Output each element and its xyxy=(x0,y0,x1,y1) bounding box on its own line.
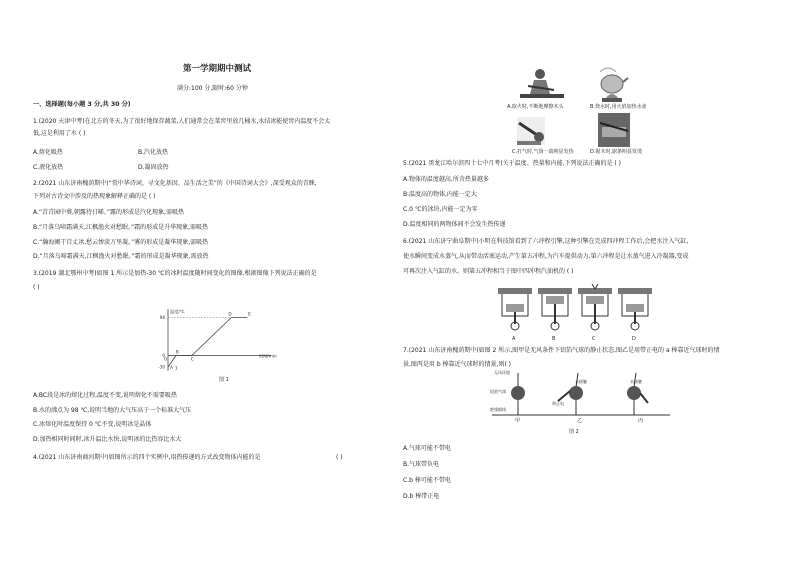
y-tick-label: 98 xyxy=(159,315,165,321)
q1-option-a: A.熔化吸热 xyxy=(33,149,63,156)
y-tick-label: 0 xyxy=(162,352,165,358)
q7-option-b: B.气球带负电 xyxy=(403,461,440,468)
q5-option-c: C.0 ℃的冰块,内能一定为零 xyxy=(403,206,478,213)
q6-label-b: B xyxy=(552,336,556,342)
q2-option-b: B.“月落乌啼霜满天,江枫渔火对愁眠。”霜的形成是升华现象,需吸热 xyxy=(33,224,209,231)
q7-note-not-touching-1: 未接触 xyxy=(575,379,587,384)
q4-image-b-kettle xyxy=(594,62,630,104)
q2-option-c: C.“瀚海阑干百丈冰,愁云惨淡万里凝。”雾的形成是凝华现象,需吸热 xyxy=(33,239,209,246)
q4-image-a-rubbing-wood xyxy=(508,64,576,104)
q6-label-c: C xyxy=(592,336,596,342)
q4-caption-c: C.打气时,气筒一端明显发热 xyxy=(512,149,574,155)
q7-option-d: D.b 棒带正电 xyxy=(403,493,440,500)
q4-image-d-saw xyxy=(596,111,632,149)
q2-option-a: A.“青青园中葵,朝露待日晞。”露的形成是汽化现象,需吸热 xyxy=(33,209,184,216)
page-title: 第一学期期中测试 xyxy=(183,64,252,74)
q7-note-thread: 绝缘细线 xyxy=(490,407,506,412)
q7-option-c: C.b 棒可能不带电 xyxy=(403,477,451,484)
q5-stem: 5.(2021 黑龙江哈尔滨四十七中月考)关于温度、热量和内能,下列说法正确的是 ( ) xyxy=(403,160,621,167)
y-axis-label: 温度/℃ xyxy=(170,309,185,314)
q5-option-a: A.物体的温度越高,所含热量越多 xyxy=(403,176,489,183)
q4-image-c-pump xyxy=(513,113,549,149)
q4-stem: 4.(2021 山东济南商河期中)如图所示的四个实例中,用热传递的方式改变物体内能的是 xyxy=(33,454,261,461)
q1-option-d: D.凝固放热 xyxy=(138,164,169,171)
q6-stem-line3: 可再次注入气缸的水。则第五冲程相当于图中四冲程汽油机的 ( ) xyxy=(403,268,574,275)
q7-note-no-wind: 无风环境 xyxy=(494,370,510,375)
q7-note-foil-balloon: 铝箔气球 xyxy=(490,389,506,394)
q7-figure-label: 图 2 xyxy=(569,429,579,435)
q7-caption-bing: 丙 xyxy=(638,418,644,424)
section-heading: 一、选择题(每小题 3 分,共 30 分) xyxy=(33,101,131,108)
point-label-B: B xyxy=(175,349,179,355)
q2-option-d: D.“月落乌啼霜满天,江枫渔火对愁眠。”霜的形成是凝华现象,需放热 xyxy=(33,253,209,260)
q1-option-c: C.液化放热 xyxy=(33,164,64,171)
q3-stem: 3.(2019 湖北鄂州中考)如图 1 所示是加热-30 ℃的冰时温度随时间变化的图像,根据图像下列说法正确的是 xyxy=(33,270,317,277)
point-label-C: C xyxy=(190,356,194,362)
q1-option-b: B.汽化放热 xyxy=(138,149,169,156)
balloon-jia xyxy=(511,373,525,415)
x-axis-label: 时间/min xyxy=(259,353,277,359)
q4-caption-a: A.取火时,不断地摩擦木头 xyxy=(507,104,564,110)
temperature-time-chart xyxy=(138,305,298,377)
x-tick-label: 1 xyxy=(174,365,178,371)
q2-stem-line1: 2.(2021 山东济南槐荫期中)“赏中华诗词、寻文化基因、品生活之美”的《中国诗词大会》,深受观众的青睐, xyxy=(33,180,317,187)
q4-caption-d: D.锯木时,锯条明显发烫 xyxy=(590,149,643,155)
q7-option-a: A.气球可能不带电 xyxy=(403,445,451,452)
q6-stem-line2: 使水瞬间变成水蒸气,从而带动活塞运动,产生第五冲程,为汽车提供动力,第六冲程是让水蒸气进入冷凝器,变成 xyxy=(403,253,689,260)
y-tick-label: -30 xyxy=(158,364,165,370)
q7-caption-jia: 甲 xyxy=(515,418,521,424)
q3-option-d: D.加热相同时间时,冰升温比水快,说明冰的比热容比水大 xyxy=(33,436,182,443)
q6-stem-line1: 6.(2021 山东济宁曲阜期中)小明在科技馆看到了六冲程引擎,这种引擎在完成四冲程工作后,会把水注入气缸, xyxy=(403,238,689,245)
q6-label-a: A xyxy=(512,336,516,342)
q7-note-not-touching-2: 未接触 xyxy=(630,379,642,384)
q7-stem-line1: 7.(2021 山东济南槐荫期中)如图 2 所示,图甲是无风条件下铝箔气球的静止状态,图乙是用带正电的 a 棒靠近气球时的情 xyxy=(403,347,720,354)
q3-paren: ( ) xyxy=(33,284,40,291)
q5-option-b: B.温度高的物体,内能一定大 xyxy=(403,191,477,198)
q5-option-d: D.温度相同的两物体间不会发生热传递 xyxy=(403,221,506,228)
q4-paren: ( ) xyxy=(336,454,343,461)
q6-engine-diagrams xyxy=(494,284,654,338)
series-line xyxy=(168,318,247,371)
q4-caption-b: B.烧水时,用火焰加热水壶 xyxy=(590,104,647,110)
q3-option-c: C.冰熔化时温度保持 0 ℃不变,说明冰是晶体 xyxy=(33,421,152,428)
q7-stem-line2: 景,图丙是用 b 棒靠近气球时的情景,则( ) xyxy=(403,361,512,368)
point-label-A: A xyxy=(170,365,173,371)
point-label-E: E xyxy=(248,311,251,317)
q1-stem-line2: 低,这是利用了水 ( ) xyxy=(33,130,86,137)
q3-option-b: B.水的沸点为 98 ℃,说明当地的大气压高于一个标准大气压 xyxy=(33,407,192,414)
engine-d xyxy=(618,288,652,330)
engine-strokes-figure xyxy=(494,284,654,334)
q3-option-a: A.BC段是冰的熔化过程,温度不变,说明熔化不需要吸热 xyxy=(33,392,177,399)
page-subtitle: 满分:100 分,限时:60 分钟 xyxy=(177,85,248,92)
q3-figure-label: 图 1 xyxy=(219,377,229,383)
q2-stem-line2: 下列对古诗文中涉及的热现象解释正确的是 ( ) xyxy=(33,193,156,200)
q7-caption-yi: 乙 xyxy=(577,418,583,424)
engine-c xyxy=(578,284,612,330)
q7-note-positive: 带正电 xyxy=(552,401,564,406)
q1-stem-line1: 1.(2020 天津中考)在北方的冬天,为了很好地保存蔬菜,人们通常会在菜窖里放几桶水,水结冰能使窖内温度不会太 xyxy=(33,118,331,125)
point-label-D: D xyxy=(228,311,232,317)
q6-label-d: D xyxy=(632,336,636,342)
engine-a xyxy=(498,288,532,330)
origin-label: O xyxy=(164,356,168,362)
engine-b xyxy=(538,288,572,330)
